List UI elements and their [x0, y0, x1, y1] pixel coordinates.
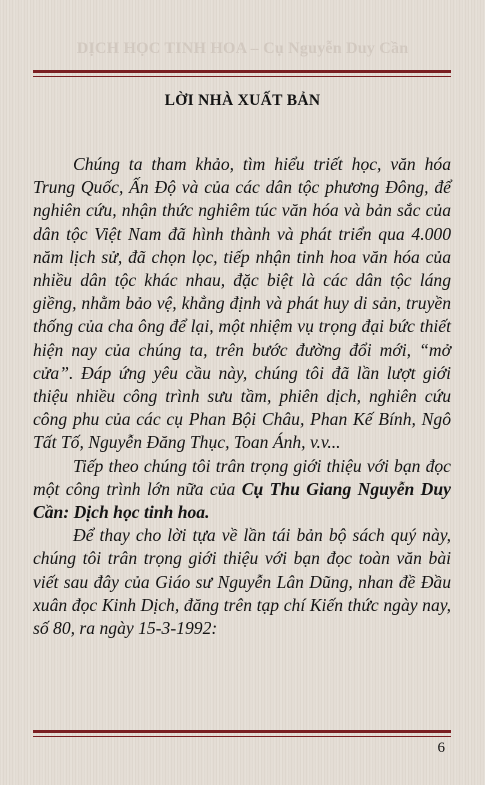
book-title-emphasis: Cụ Thu Giang Nguyễn Duy Cần: Dịch học tinh hoa. [33, 478, 451, 523]
running-header: DỊCH HỌC TINH HOA – Cụ Nguyễn Duy Cần [76, 40, 409, 57]
header-rule-thin [33, 76, 451, 77]
paragraph-1: Chúng ta tham khảo, tìm hiểu triết học, văn hóa Trung Quốc, Ấn Độ và của các dân tộc phương Đông, để nghiên cứu, nhận thức nghiêm túc văn hóa và bản sắc của dân tộc Việt Nam đã hình thành và phát triển qua 4.000 năm lịch sử, đã chọn lọc, tiếp nhận tinh hoa văn hóa của nhiều dân tộc khác nhau, đặc biệt là các dân tộc láng giềng, nhằm bảo vệ, khẳng định và phát huy di sản, truyền thống của cha ông để lại, một nhiệm vụ trọng đại bức thiết hiện nay của chúng ta, trên bước đường đổi mới, “mở cửa”. Đáp ứng yêu cầu này, chúng tôi đã lần lượt giới thiệu nhiều công trình sưu tầm, phiên dịch, nghiên cứu công phu của các cụ Phan Bội Châu, Phan Kế Bính, Ngô Tất Tố, Nguyễn Đăng Thục, Toan Ánh, v.v... [33, 154, 451, 453]
paragraph-3: Để thay cho lời tựa về lần tái bản bộ sách quý này, chúng tôi trân trọng giới thiệu với bạn đọc toàn văn bài viết sau đây của Giáo sư Nguyễn Lân Dũng, nhan đề Đầu xuân đọc Kinh Dịch, đăng trên tạp chí Kiến thức ngày nay, số 80, ra ngày 15-3-1992: [33, 525, 451, 639]
footer-rule-thin [33, 736, 451, 737]
paragraph-2 [33, 455, 451, 525]
body-text [33, 153, 451, 640]
chapter-title: LỜI NHÀ XUẤT BẢN [164, 92, 321, 109]
paragraph-2-lead: Tiếp theo chúng tôi trân trọng giới thiệu với bạn đọc một công trình lớn nữa của [33, 455, 451, 499]
page-number: 6 [437, 740, 445, 756]
header-rule-thick [33, 70, 451, 73]
footer-rule-thick [33, 730, 451, 733]
